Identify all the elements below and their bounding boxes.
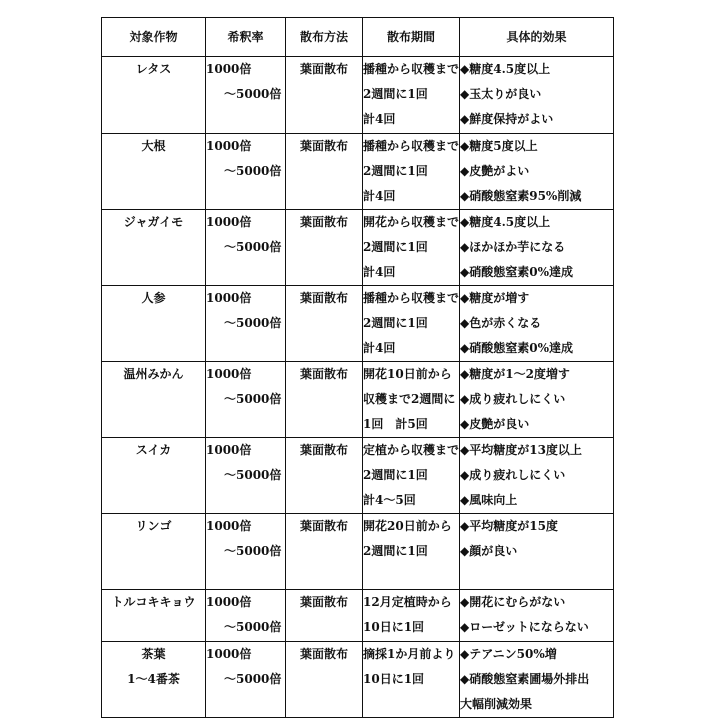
effect-cell xyxy=(460,514,614,590)
crop-name: 1～4番茶 xyxy=(127,672,180,686)
dilution-value: ～5000倍 xyxy=(224,672,282,686)
dilution-value: ～5000倍 xyxy=(224,620,282,634)
effect-item: ◆皮艶がよい xyxy=(460,164,530,178)
effect-cell xyxy=(460,134,614,210)
effect-cell xyxy=(460,438,614,514)
table-row xyxy=(102,590,614,642)
crop-cell xyxy=(102,362,206,438)
table-row xyxy=(102,210,614,286)
dilution-value: ～5000倍 xyxy=(224,544,282,558)
method-value: 葉面散布 xyxy=(299,62,348,76)
period-line: 播種から収穫まで xyxy=(363,139,459,153)
effect-item: ◆硝酸態窒素95%削減 xyxy=(460,189,582,203)
effect-item: ◆玉太りが良い xyxy=(460,87,542,101)
crop-name: 茶葉 xyxy=(141,647,166,661)
dilution-value: ～5000倍 xyxy=(224,468,282,482)
crop-cell xyxy=(102,57,206,134)
dilution-cell xyxy=(206,210,286,286)
effect-item: ◆風味向上 xyxy=(460,493,518,507)
method-cell xyxy=(286,134,363,210)
table-row xyxy=(102,514,614,590)
dilution-cell xyxy=(206,590,286,642)
dilution-cell xyxy=(206,134,286,210)
period-line: 開花10日前から xyxy=(363,367,452,381)
period-cell xyxy=(363,590,460,642)
period-line: 開花20日前から xyxy=(363,519,452,533)
period-line: 2週間に1回 xyxy=(363,240,428,254)
crop-name: 温州みかん xyxy=(123,367,184,381)
period-line: 2週間に1回 xyxy=(363,316,428,330)
effect-cell xyxy=(460,57,614,134)
header-crop: 対象作物 xyxy=(102,18,206,57)
effect-item: ◆成り疲れしにくい xyxy=(460,392,566,406)
dilution-cell xyxy=(206,438,286,514)
dilution-value: ～5000倍 xyxy=(224,392,282,406)
dilution-value: ～5000倍 xyxy=(224,240,282,254)
header-dilution: 希釈率 xyxy=(206,18,286,57)
period-line: 2週間に1回 xyxy=(363,544,428,558)
method-cell xyxy=(286,514,363,590)
effect-item: 大幅削減効果 xyxy=(460,697,533,711)
table-row xyxy=(102,362,614,438)
crop-name: 大根 xyxy=(141,139,166,153)
table-row xyxy=(102,438,614,514)
period-line: 1回 計5回 xyxy=(363,417,428,431)
crop-cell xyxy=(102,514,206,590)
crop-name: ジャガイモ xyxy=(123,215,184,229)
effect-item: ◆ほかほか芋になる xyxy=(460,240,566,254)
method-cell xyxy=(286,362,363,438)
period-line: 10日に1回 xyxy=(363,620,425,634)
dilution-cell xyxy=(206,514,286,590)
crop-name: リンゴ xyxy=(135,519,172,533)
dilution-value: 1000倍 xyxy=(206,519,252,533)
period-cell xyxy=(363,210,460,286)
effect-item: ◆糖度が1～2度増す xyxy=(460,367,570,381)
dilution-cell xyxy=(206,286,286,362)
dilution-cell xyxy=(206,642,286,718)
period-line: 計4回 xyxy=(363,189,396,203)
method-value: 葉面散布 xyxy=(299,647,348,661)
crop-cell xyxy=(102,286,206,362)
effect-item: ◆鮮度保持がよい xyxy=(460,112,554,126)
dilution-value: 1000倍 xyxy=(206,647,252,661)
effect-item: ◆糖度が増す xyxy=(460,291,530,305)
crop-cell xyxy=(102,134,206,210)
crop-name: 人参 xyxy=(141,291,166,305)
period-line: 収穫まで2週間に xyxy=(363,392,456,406)
effect-item: ◆平均糖度が15度 xyxy=(460,519,558,533)
table-body xyxy=(102,57,614,718)
method-cell xyxy=(286,286,363,362)
dilution-cell xyxy=(206,362,286,438)
table-row xyxy=(102,57,614,134)
dilution-value: 1000倍 xyxy=(206,443,252,457)
period-line: 12月定植時から xyxy=(363,595,452,609)
header-effect: 具体的効果 xyxy=(460,18,614,57)
effect-cell xyxy=(460,362,614,438)
period-line: 2週間に1回 xyxy=(363,164,428,178)
method-value: 葉面散布 xyxy=(299,291,348,305)
effects-table xyxy=(101,17,614,718)
period-line: 2週間に1回 xyxy=(363,87,428,101)
crop-name: スイカ xyxy=(135,443,172,457)
method-cell xyxy=(286,210,363,286)
dilution-value: ～5000倍 xyxy=(224,316,282,330)
effect-item: ◆糖度4.5度以上 xyxy=(460,62,551,76)
effect-item: ◆糖度5度以上 xyxy=(460,139,538,153)
effect-item: ◆成り疲れしにくい xyxy=(460,468,566,482)
dilution-value: 1000倍 xyxy=(206,215,252,229)
period-line: 計4回 xyxy=(363,265,396,279)
method-cell xyxy=(286,57,363,134)
crop-cell xyxy=(102,438,206,514)
effect-cell xyxy=(460,590,614,642)
dilution-value: 1000倍 xyxy=(206,291,252,305)
dilution-cell xyxy=(206,57,286,134)
period-line: 播種から収穫まで xyxy=(363,62,459,76)
period-cell xyxy=(363,514,460,590)
header-period: 散布期間 xyxy=(363,18,460,57)
period-cell xyxy=(363,362,460,438)
effect-item: ◆色が赤くなる xyxy=(460,316,542,330)
dilution-value: 1000倍 xyxy=(206,139,252,153)
method-cell xyxy=(286,590,363,642)
period-cell xyxy=(363,286,460,362)
crop-cell xyxy=(102,590,206,642)
crop-name: レタス xyxy=(135,62,172,76)
period-cell xyxy=(363,438,460,514)
effect-item: ◆硝酸態窒素圃場外排出 xyxy=(460,672,590,686)
crop-cell xyxy=(102,642,206,718)
dilution-value: 1000倍 xyxy=(206,62,252,76)
effect-cell xyxy=(460,642,614,718)
method-cell xyxy=(286,438,363,514)
method-value: 葉面散布 xyxy=(299,519,348,533)
period-line: 播種から収穫まで xyxy=(363,291,459,305)
method-value: 葉面散布 xyxy=(299,367,348,381)
method-value: 葉面散布 xyxy=(299,215,348,229)
effect-cell xyxy=(460,286,614,362)
period-line: 開花から収穫まで xyxy=(363,215,459,229)
effect-item: ◆ローゼットにならない xyxy=(460,620,589,634)
table-row xyxy=(102,286,614,362)
table-row xyxy=(102,134,614,210)
period-line: 計4回 xyxy=(363,112,396,126)
period-line: 摘採1か月前より xyxy=(363,647,456,661)
table-row xyxy=(102,642,614,718)
header-method: 散布方法 xyxy=(286,18,363,57)
effect-item: ◆糖度4.5度以上 xyxy=(460,215,551,229)
effect-item: ◆硝酸態窒素0%達成 xyxy=(460,341,573,355)
effect-cell xyxy=(460,210,614,286)
effect-item: ◆皮艶が良い xyxy=(460,417,530,431)
dilution-value: ～5000倍 xyxy=(224,87,282,101)
effect-item: ◆硝酸態窒素0%達成 xyxy=(460,265,573,279)
method-cell xyxy=(286,642,363,718)
effect-item: ◆テアニン50%増 xyxy=(460,647,557,661)
crop-cell xyxy=(102,210,206,286)
crop-name: トルコキキョウ xyxy=(111,595,196,609)
method-value: 葉面散布 xyxy=(299,139,348,153)
period-cell xyxy=(363,134,460,210)
effect-item: ◆開花にむらがない xyxy=(460,595,566,609)
period-cell xyxy=(363,642,460,718)
effect-item: ◆顔が良い xyxy=(460,544,518,558)
method-value: 葉面散布 xyxy=(299,443,348,457)
effect-item: ◆平均糖度が13度以上 xyxy=(460,443,582,457)
dilution-value: 1000倍 xyxy=(206,595,252,609)
period-line: 計4～5回 xyxy=(363,493,416,507)
dilution-value: 1000倍 xyxy=(206,367,252,381)
period-line: 2週間に1回 xyxy=(363,468,428,482)
dilution-value: ～5000倍 xyxy=(224,164,282,178)
period-line: 計4回 xyxy=(363,341,396,355)
header-row xyxy=(102,18,614,57)
period-line: 定植から収穫まで xyxy=(363,443,459,457)
method-value: 葉面散布 xyxy=(299,595,348,609)
period-cell xyxy=(363,57,460,134)
period-line: 10日に1回 xyxy=(363,672,425,686)
